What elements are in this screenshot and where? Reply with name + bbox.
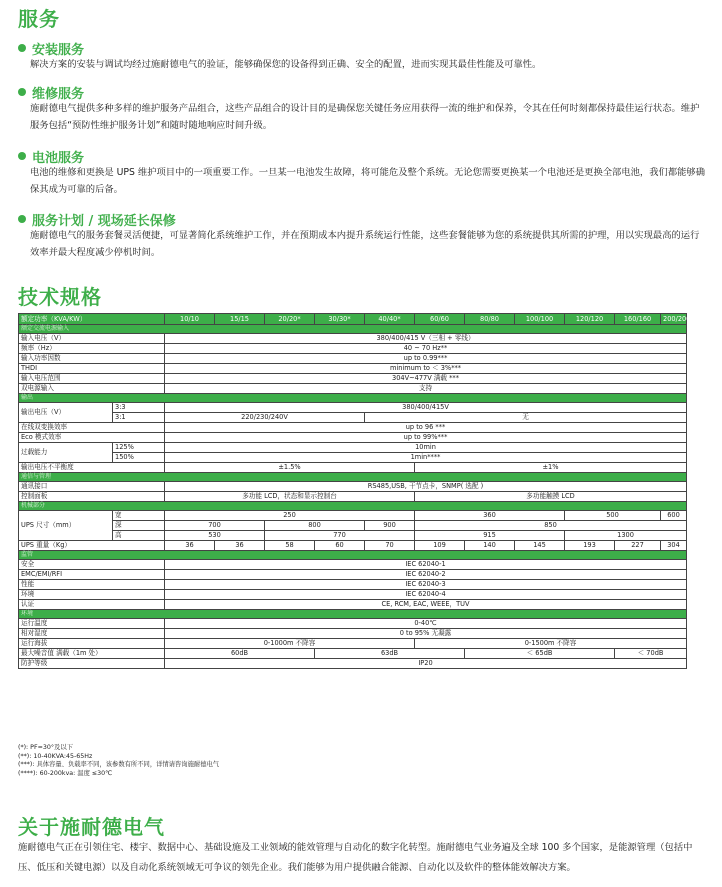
- category-output: 输出: [19, 394, 687, 403]
- cell: IEC 62040-4: [165, 590, 687, 600]
- service-battery: [18, 148, 708, 198]
- cell: 220/230/240V: [165, 413, 365, 423]
- service-title: 安装服务: [32, 42, 85, 58]
- service-body: 施耐德电气提供多种多样的维护服务产品组合，这些产品组合的设计目的是确保您关键任务应用获得一流的维护和保养，令其在任何时刻都保持最佳运行状态。维护服务包括“预防性维护服务计划”和随时随地响应时间升级。: [30, 103, 700, 131]
- cell: 193: [565, 541, 615, 551]
- cell: 600: [661, 511, 687, 521]
- cell: CE, RCM, EAC, WEEE，TUV: [165, 600, 687, 610]
- row-label: UPS 重量（Kg）: [19, 541, 165, 551]
- row-label: 输入电压范围: [19, 374, 165, 384]
- bullet-icon: [18, 44, 26, 52]
- cell: 900: [365, 521, 415, 531]
- service-title: 服务计划 / 现场延长保修: [32, 213, 176, 229]
- cell: 800: [265, 521, 365, 531]
- header-col: 80/80: [465, 314, 515, 325]
- cell: 1300: [565, 531, 687, 541]
- row-label: 运行海拔: [19, 639, 165, 649]
- cell: 250: [165, 511, 415, 521]
- cell: 0-40℃: [165, 619, 687, 629]
- header-col: 40/40*: [365, 314, 415, 325]
- header-rated-power: 额定功率（KVA/KW）: [19, 314, 165, 325]
- cell: 60: [315, 541, 365, 551]
- cell: ±1%: [415, 463, 687, 473]
- cell: 915: [415, 531, 565, 541]
- service-body: 电池的维修和更换是 UPS 维护项目中的一项重要工作。一旦某一电池发生故障，将可能危及整个系统。无论您需要更换某一个电池还是更换全部电池，我们都能够确保其成为可靠的后备。: [30, 167, 706, 195]
- row-label: UPS 尺寸（mm）: [19, 511, 113, 541]
- row-label: 输入功率因数: [19, 354, 165, 364]
- footnote: (**): 10-40KVA:45-65Hz: [18, 752, 93, 760]
- header-col: 20/20*: [265, 314, 315, 325]
- sub-label: 宽: [113, 511, 165, 521]
- footnote: (***): 具体容量、负载率不同，该参数有所不同，详情请咨询施耐德电气: [18, 761, 220, 768]
- category-cert: 监管: [19, 551, 687, 560]
- row-label: 控制面板: [19, 492, 165, 502]
- cell: 1min****: [165, 453, 687, 463]
- row-label: Eco 模式效率: [19, 433, 165, 443]
- cell: up to 99%***: [165, 433, 687, 443]
- row-label: 相对湿度: [19, 629, 165, 639]
- row-label: 防护等级: [19, 659, 165, 669]
- cell: 530: [165, 531, 265, 541]
- cell: 140: [465, 541, 515, 551]
- row-label: 输出电压不平衡度: [19, 463, 165, 473]
- row-label: 安全: [19, 560, 165, 570]
- cell: 0 to 95% 无凝露: [165, 629, 687, 639]
- cell: ±1.5%: [165, 463, 415, 473]
- cell: 多功能触摸 LCD: [415, 492, 687, 502]
- category-env: 环境: [19, 610, 687, 619]
- service-maintenance: [18, 84, 708, 134]
- cell: ＜ 70dB: [615, 649, 687, 659]
- cell: 36: [165, 541, 215, 551]
- spec-table: [18, 313, 691, 669]
- cell: RS485,USB, 干节点卡，SNMP( 选配 ): [165, 482, 687, 492]
- cell: 500: [565, 511, 661, 521]
- row-label: 过载能力: [19, 443, 113, 463]
- row-label: THDI: [19, 364, 165, 374]
- cell: 60dB: [165, 649, 315, 659]
- cell: 多功能 LCD，状态和显示控制台: [165, 492, 415, 502]
- services-heading: 服务: [18, 7, 60, 31]
- cell: 850: [415, 521, 687, 531]
- cell: 304V~477V 满载 ***: [165, 374, 687, 384]
- header-col: 120/120: [565, 314, 615, 325]
- category-input: 额定交流电源输入: [19, 325, 687, 334]
- footnotes: [18, 744, 219, 778]
- sub-label: 深: [113, 521, 165, 531]
- cell: 700: [165, 521, 265, 531]
- row-label: 通讯接口: [19, 482, 165, 492]
- cell: 70: [365, 541, 415, 551]
- spec-heading: 技术规格: [18, 285, 102, 309]
- row-label: 输出电压（V）: [19, 403, 113, 423]
- cell: 0-1500m 不降容: [415, 639, 687, 649]
- cell: 770: [265, 531, 415, 541]
- row-label: 频率（Hz）: [19, 344, 165, 354]
- cell: 304: [661, 541, 687, 551]
- header-col: 15/15: [215, 314, 265, 325]
- service-body: 施耐德电气的服务套餐灵活便捷，可显著简化系统维护工作，并在预期成本内提升系统运行性能，这些套餐能够为您的系统提供其所需的护理，用以实现最高的运行效率并最大程度减少停机时间。: [30, 230, 700, 258]
- cell: 10min: [165, 443, 687, 453]
- footnote: (*): PF=30°及以下: [18, 744, 73, 751]
- header-col: 160/160: [615, 314, 661, 325]
- row-label: EMC/EMI/RFI: [19, 570, 165, 580]
- cell: 380/400/415 V（三相 + 零线）: [165, 334, 687, 344]
- cell: IEC 62040-3: [165, 580, 687, 590]
- service-title: 维修服务: [32, 86, 85, 102]
- row-label: 在线双变换效率: [19, 423, 165, 433]
- row-label: 最大噪音值 满载（1m 处）: [19, 649, 165, 659]
- service-body: 解决方案的安装与调试均经过施耐德电气的验证，能够确保您的设备得到正确、安全的配置，进而实现其最佳性能及可靠性。: [30, 59, 542, 70]
- category-comm: 通信与管理: [19, 473, 687, 482]
- cell: 145: [515, 541, 565, 551]
- cell: 支持: [165, 384, 687, 394]
- table-header-row: [19, 314, 687, 325]
- cell: IEC 62040-1: [165, 560, 687, 570]
- service-title: 电池服务: [32, 150, 85, 166]
- bullet-icon: [18, 88, 26, 96]
- sub-label: 3:3: [113, 403, 165, 413]
- cell: 380/400/415V: [165, 403, 687, 413]
- header-col: 200/200: [661, 314, 687, 325]
- service-plan: [18, 211, 708, 261]
- header-col: 30/30*: [315, 314, 365, 325]
- row-label: 性能: [19, 580, 165, 590]
- cell: 36: [215, 541, 265, 551]
- cell: IEC 62040-2: [165, 570, 687, 580]
- cell: 40 ~ 70 Hz**: [165, 344, 687, 354]
- about-body: 施耐德电气正在引领住宅、楼宇、数据中心、基础设施及工业领域的能效管理与自动化的数字化转型。施耐德电气业务遍及全球 100 多个国家，是能源管理（包括中压、低压和关键电源）以及自动化系统领域无可争议的领先企业。我们能够为用户提供融合能源、自动化以及软件的整体能效解决方案。: [18, 842, 693, 873]
- cell: 109: [415, 541, 465, 551]
- row-label: 认证: [19, 600, 165, 610]
- cell: IP20: [165, 659, 687, 669]
- cell: 58: [265, 541, 315, 551]
- sub-label: 高: [113, 531, 165, 541]
- sub-label: 150%: [113, 453, 165, 463]
- sub-label: 125%: [113, 443, 165, 453]
- footnote: (****): 60-200kva: 温度 ≤30℃: [18, 769, 113, 777]
- cell: ＜ 65dB: [465, 649, 615, 659]
- header-col: 60/60: [415, 314, 465, 325]
- service-install: [18, 40, 708, 73]
- cell: 无: [365, 413, 687, 423]
- row-label: 环境: [19, 590, 165, 600]
- bullet-icon: [18, 152, 26, 160]
- cell: 63dB: [315, 649, 465, 659]
- cell: up to 96 ***: [165, 423, 687, 433]
- sub-label: 3:1: [113, 413, 165, 423]
- row-label: 输入电压（V）: [19, 334, 165, 344]
- bullet-icon: [18, 215, 26, 223]
- cell: 360: [415, 511, 565, 521]
- header-col: 10/10: [165, 314, 215, 325]
- row-label: 双电源输入: [19, 384, 165, 394]
- cell: 227: [615, 541, 661, 551]
- header-col: 100/100: [515, 314, 565, 325]
- cell: 0-1000m 不降容: [165, 639, 415, 649]
- row-label: 运行温度: [19, 619, 165, 629]
- cell: up to 0.99***: [165, 354, 687, 364]
- about-heading: 关于施耐德电气: [18, 815, 165, 839]
- cell: minimum to ＜ 3%***: [165, 364, 687, 374]
- category-mech: 机械部分: [19, 502, 687, 511]
